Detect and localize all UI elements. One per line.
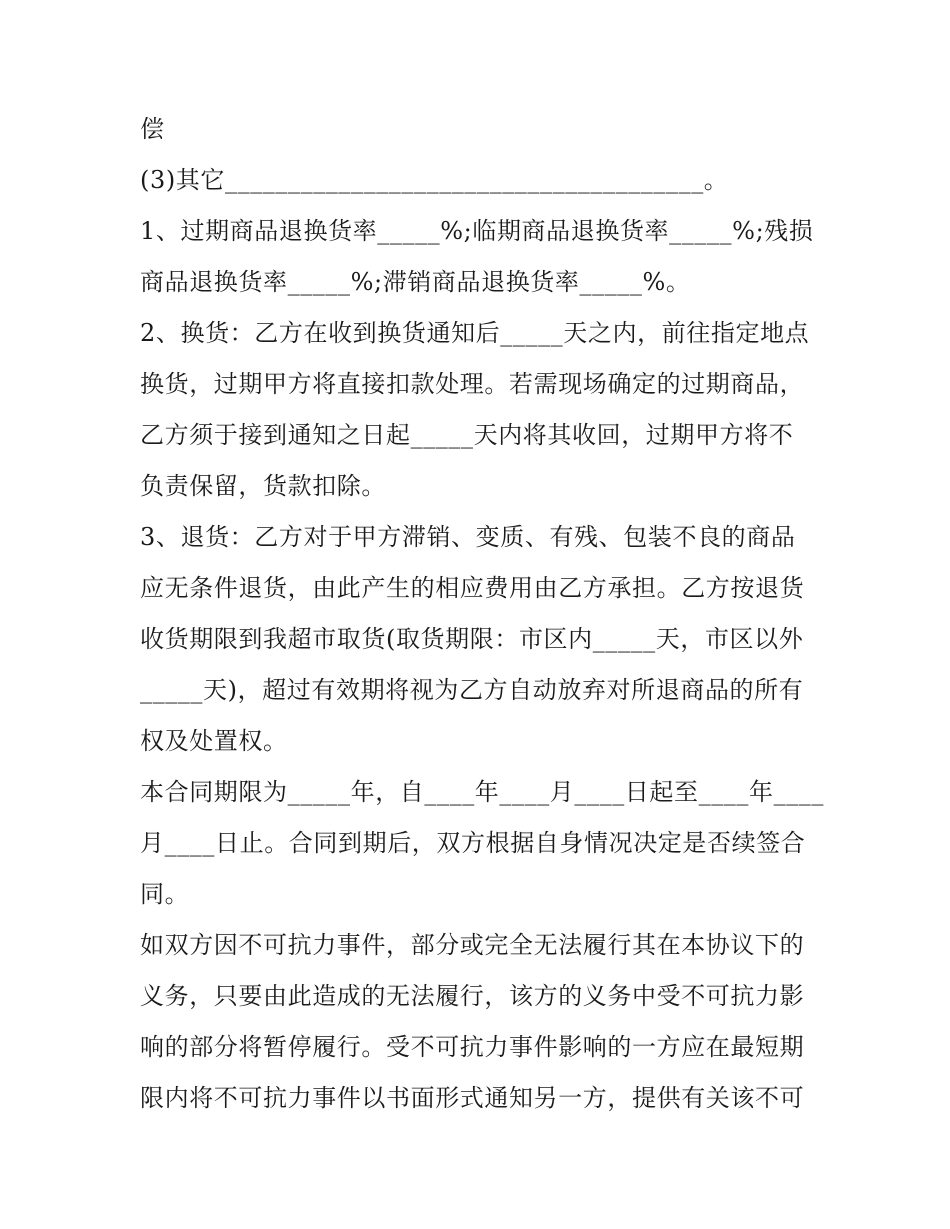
text-line: 收货期限到我超市取货(取货期限：市区内_____天，市区以外 (140, 625, 804, 653)
text-line: 偿 (140, 115, 165, 143)
text-line: 权及处置权。 (140, 727, 288, 755)
text-line: 本合同期限为_____年，自____年____月____日起至____年____ (140, 778, 824, 806)
text-line: 换货，过期甲方将直接扣款处理。若需现场确定的过期商品， (140, 370, 805, 398)
text-line: 商品退换货率_____%;滞销商品退换货率_____%。 (140, 268, 691, 296)
text-line: 负责保留，货款扣除。 (140, 472, 386, 500)
text-line: 1、过期商品退换货率_____%;临期商品退换货率_____%;残损 (140, 217, 814, 245)
text-line: _____天)，超过有效期将视为乙方自动放弃对所退商品的所有 (140, 676, 804, 704)
text-line: 如双方因不可抗力事件，部分或完全无法履行其在本协议下的 (140, 931, 805, 959)
text-line: 响的部分将暂停履行。受不可抗力事件影响的一方应在最短期 (140, 1033, 805, 1061)
text-line: 2、换货：乙方在收到换货通知后_____天之内，前往指定地点 (140, 319, 810, 347)
text-line: 乙方须于接到通知之日起_____天内将其收回，过期甲方将不 (140, 421, 794, 449)
text-line: 同。 (140, 880, 190, 908)
text-line: (3)其它______________________________________。 (140, 166, 729, 194)
text-line: 3、退货：乙方对于甲方滞销、变质、有残、包装不良的商品 (140, 523, 796, 551)
text-line: 应无条件退货，由此产生的相应费用由乙方承担。乙方按退货 (140, 574, 805, 602)
text-line: 月____日止。合同到期后，双方根据自身情况决定是否续签合 (140, 829, 806, 857)
text-line: 限内将不可抗力事件以书面形式通知另一方，提供有关该不可 (140, 1084, 805, 1112)
text-line: 义务，只要由此造成的无法履行，该方的义务中受不可抗力影 (140, 982, 805, 1010)
